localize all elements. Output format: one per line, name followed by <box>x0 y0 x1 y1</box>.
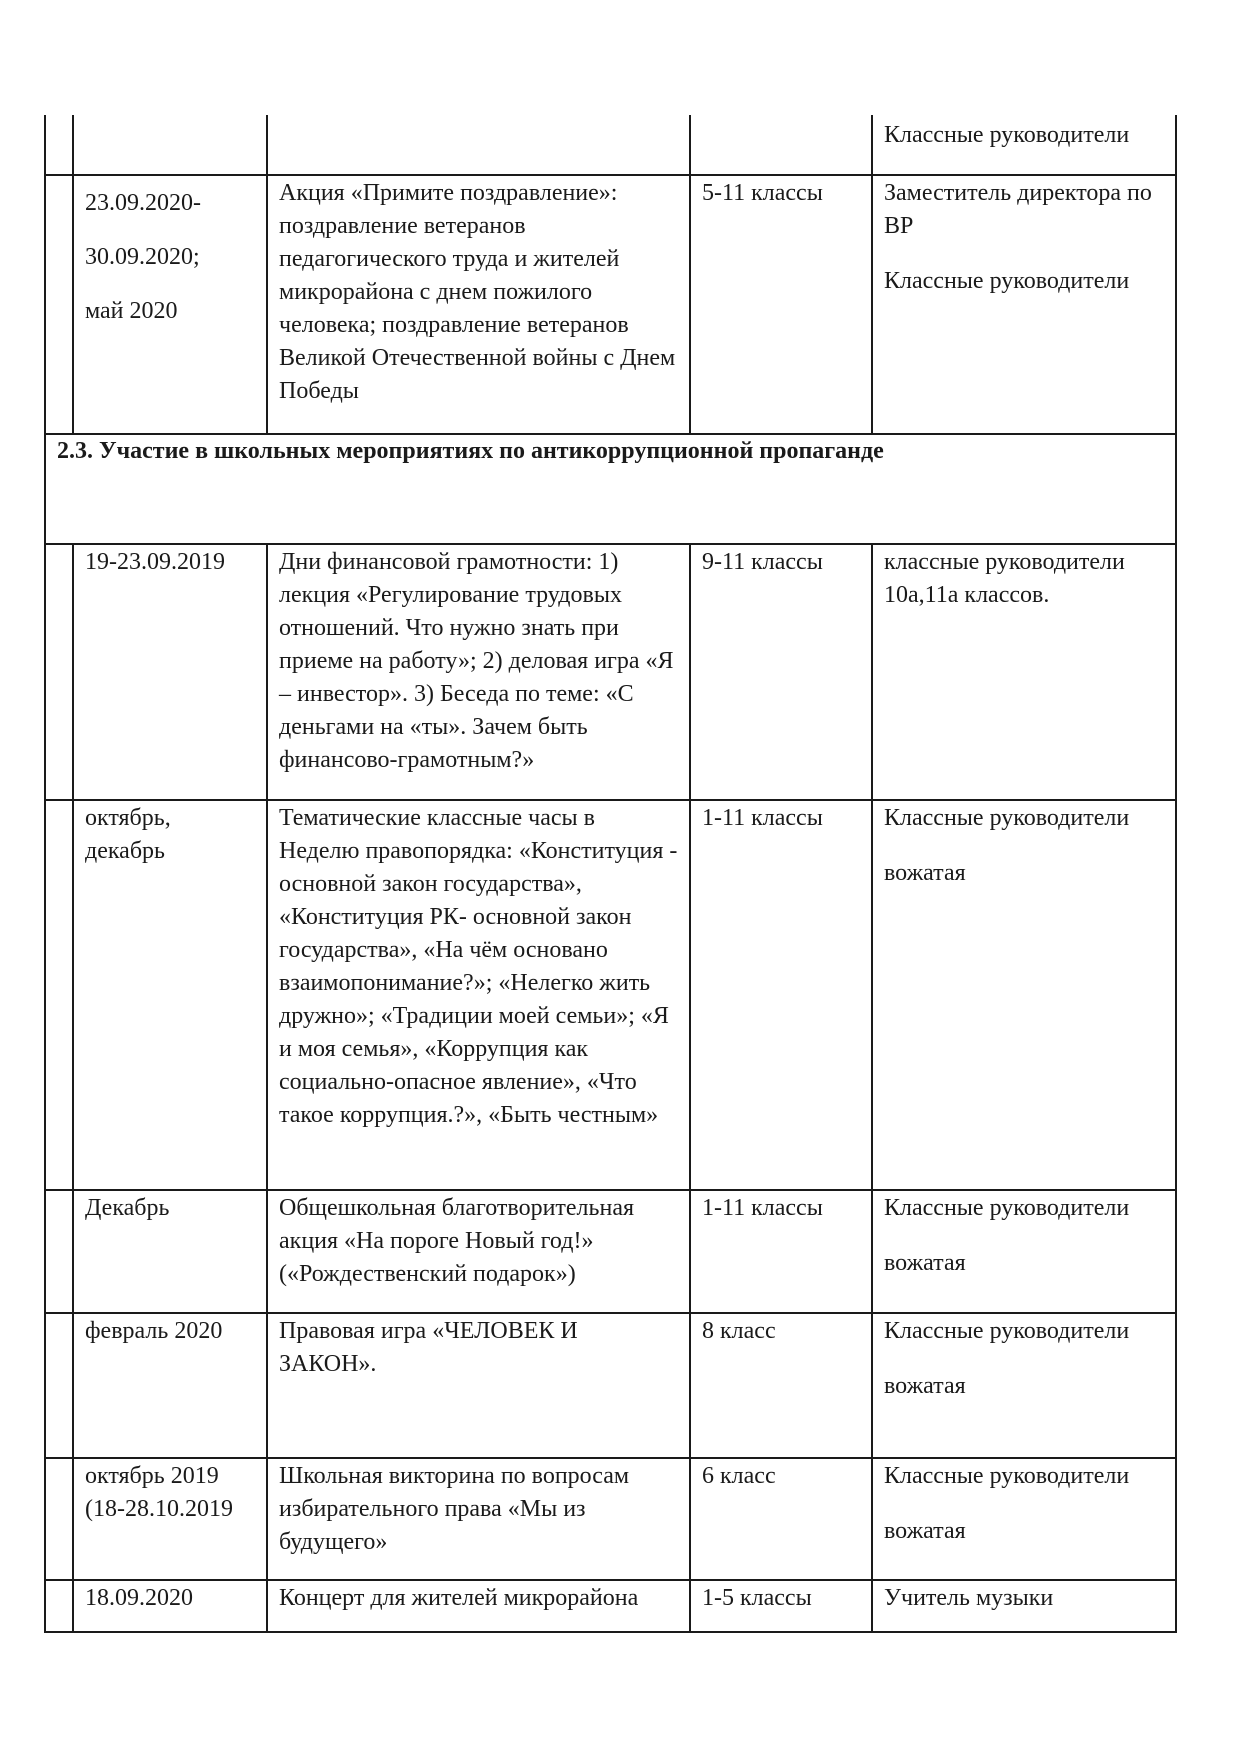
responsible-cell <box>872 800 1176 1190</box>
grades-cell: 6 класс <box>690 1458 872 1580</box>
grades-cell: 1-11 классы <box>690 1190 872 1313</box>
grades-cell <box>690 115 872 175</box>
responsible-line: Классные руководители <box>884 805 1130 831</box>
date-cell: октябрь, декабрь <box>73 800 267 1190</box>
activities-table <box>44 115 1177 1633</box>
table-row <box>45 544 1176 800</box>
responsible-line: вожатая <box>884 1373 966 1399</box>
responsible-cell <box>872 1458 1176 1580</box>
responsible-cell <box>872 115 1176 175</box>
row-number-cell <box>45 1313 73 1458</box>
table-row <box>45 1190 1176 1313</box>
responsible-line: Классные руководители <box>884 122 1130 148</box>
table-row <box>45 1313 1176 1458</box>
responsible-line: Классные руководители <box>884 268 1130 294</box>
grades-cell: 5-11 классы <box>690 175 872 434</box>
section-heading-row <box>45 434 1176 544</box>
row-number-cell <box>45 115 73 175</box>
responsible-cell <box>872 1313 1176 1458</box>
responsible-cell <box>872 1580 1176 1632</box>
table-row <box>45 800 1176 1190</box>
row-number-cell <box>45 544 73 800</box>
table-row <box>45 175 1176 434</box>
responsible-line: Классные руководители <box>884 1318 1130 1344</box>
event-cell: Акция «Примите поздравление»: поздравление ветеранов педагогического труда и жителей микрорайона с днем пожилого человека; поздравление ветеранов Великой Отечественной войны с Днем Победы <box>267 175 690 434</box>
date-cell: октябрь 2019 (18-28.10.2019 <box>73 1458 267 1580</box>
row-number-cell <box>45 800 73 1190</box>
responsible-cell <box>872 175 1176 434</box>
section-heading: 2.3. Участие в школьных мероприятиях по антикоррупционной пропаганде <box>45 434 1176 544</box>
date-cell <box>73 115 267 175</box>
grades-cell: 1-11 классы <box>690 800 872 1190</box>
event-cell: Общешкольная благотворительная акция «На пороге Новый год!» («Рождественский подарок») <box>267 1190 690 1313</box>
event-cell: Дни финансовой грамотности: 1) лекция «Регулирование трудовых отношений. Что нужно знать при приеме на работу»; 2) деловая игра «Я – инвестор». 3) Беседа по теме: «С деньгами на «ты». Зачем быть финансово-грамотным?» <box>267 544 690 800</box>
grades-cell: 8 класс <box>690 1313 872 1458</box>
grades-cell: 1-5 классы <box>690 1580 872 1632</box>
date-cell <box>73 175 267 434</box>
table-row <box>45 1580 1176 1632</box>
row-number-cell <box>45 1458 73 1580</box>
date-cell: 19-23.09.2019 <box>73 544 267 800</box>
date-cell: 18.09.2020 <box>73 1580 267 1632</box>
responsible-line: классные руководители 10а,11а классов. <box>884 549 1125 608</box>
responsible-line: вожатая <box>884 860 966 886</box>
responsible-line: вожатая <box>884 1250 966 1276</box>
responsible-line: Классные руководители <box>884 1195 1130 1221</box>
responsible-cell <box>872 544 1176 800</box>
event-cell: Правовая игра «ЧЕЛОВЕК И ЗАКОН». <box>267 1313 690 1458</box>
row-number-cell <box>45 175 73 434</box>
event-cell: Концерт для жителей микрорайона <box>267 1580 690 1632</box>
table-row <box>45 115 1176 175</box>
date-line: 30.09.2020; <box>85 244 200 270</box>
date-line: 23.09.2020- <box>85 190 201 216</box>
responsible-line: вожатая <box>884 1518 966 1544</box>
date-cell: Декабрь <box>73 1190 267 1313</box>
responsible-line: Учитель музыки <box>884 1585 1054 1611</box>
date-line: май 2020 <box>85 298 178 324</box>
date-cell: февраль 2020 <box>73 1313 267 1458</box>
grades-cell: 9-11 классы <box>690 544 872 800</box>
row-number-cell <box>45 1190 73 1313</box>
responsible-cell <box>872 1190 1176 1313</box>
event-cell: Школьная викторина по вопросам избирательного права «Мы из будущего» <box>267 1458 690 1580</box>
row-number-cell <box>45 1580 73 1632</box>
responsible-line: Заместитель директора по ВР <box>884 180 1152 239</box>
event-cell: Тематические классные часы в Неделю правопорядка: «Конституция - основной закон государства», «Конституция РК- основной закон государства», «На чём основано взаимопонимание?»; «Нелегко жить дружно»; «Традиции моей семьи»; «Я и моя семья», «Коррупция как социально-опасное явление», «Что такое коррупция.?», «Быть честным» <box>267 800 690 1190</box>
responsible-line: Классные руководители <box>884 1463 1130 1489</box>
event-cell <box>267 115 690 175</box>
table-row <box>45 1458 1176 1580</box>
